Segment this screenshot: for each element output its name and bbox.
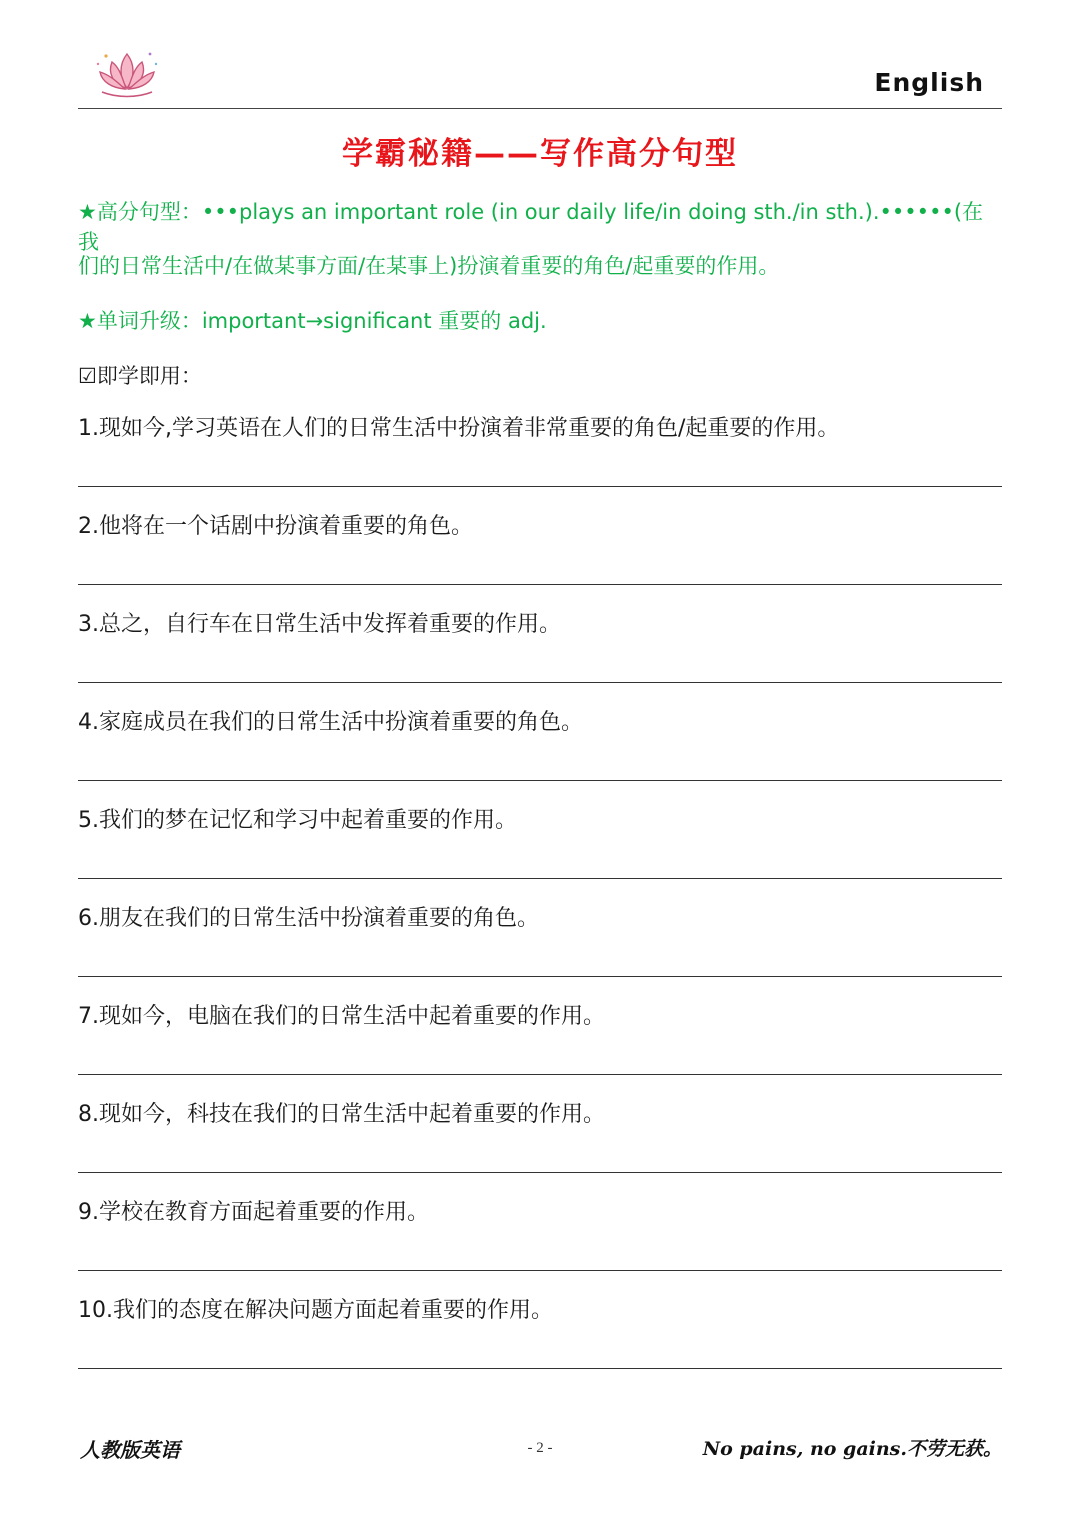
answer-line-4[interactable]	[78, 780, 1002, 781]
question-5: 5.我们的梦在记忆和学习中起着重要的作用。	[78, 808, 517, 833]
answer-line-7[interactable]	[78, 1074, 1002, 1075]
word-upgrade: ★单词升级：important→significant 重要的 adj.	[78, 309, 547, 333]
answer-line-1[interactable]	[78, 486, 1002, 487]
answer-line-8[interactable]	[78, 1172, 1002, 1173]
question-1: 1.现如今,学习英语在人们的日常生活中扮演着非常重要的角色/起重要的作用。	[78, 416, 840, 441]
question-4: 4.家庭成员在我们的日常生活中扮演着重要的角色。	[78, 710, 583, 735]
practice-label: ☑即学即用：	[78, 364, 202, 388]
answer-line-2[interactable]	[78, 584, 1002, 585]
question-10: 10.我们的态度在解决问题方面起着重要的作用。	[78, 1298, 553, 1323]
subject-label: English	[874, 68, 984, 97]
page-number: - 2 -	[527, 1440, 553, 1456]
answer-line-5[interactable]	[78, 878, 1002, 879]
lotus-icon	[92, 46, 162, 102]
question-6: 6.朋友在我们的日常生活中扮演着重要的角色。	[78, 906, 539, 931]
footer-textbook: 人教版英语	[80, 1438, 180, 1462]
sentence-pattern-line-2: 们的日常生活中/在做某事方面/在某事上)扮演着重要的角色/起重要的作用。	[78, 254, 780, 278]
header-divider	[78, 108, 1002, 109]
question-3: 3.总之，自行车在日常生活中发挥着重要的作用。	[78, 612, 561, 637]
answer-line-9[interactable]	[78, 1270, 1002, 1271]
question-7: 7.现如今，电脑在我们的日常生活中起着重要的作用。	[78, 1004, 605, 1029]
answer-line-10[interactable]	[78, 1368, 1002, 1369]
answer-line-6[interactable]	[78, 976, 1002, 977]
answer-line-3[interactable]	[78, 682, 1002, 683]
question-9: 9.学校在教育方面起着重要的作用。	[78, 1200, 429, 1225]
question-8: 8.现如今，科技在我们的日常生活中起着重要的作用。	[78, 1102, 605, 1127]
question-2: 2.他将在一个话剧中扮演着重要的角色。	[78, 514, 473, 539]
page-title: 学霸秘籍——写作高分句型	[342, 136, 738, 172]
footer-motto: No pains, no gains.不劳无获。	[702, 1438, 1002, 1460]
sentence-pattern-line-1: ★高分句型：•••plays an important role (in our daily life/in doing sth./in sth.).••••••(在我	[78, 200, 984, 254]
